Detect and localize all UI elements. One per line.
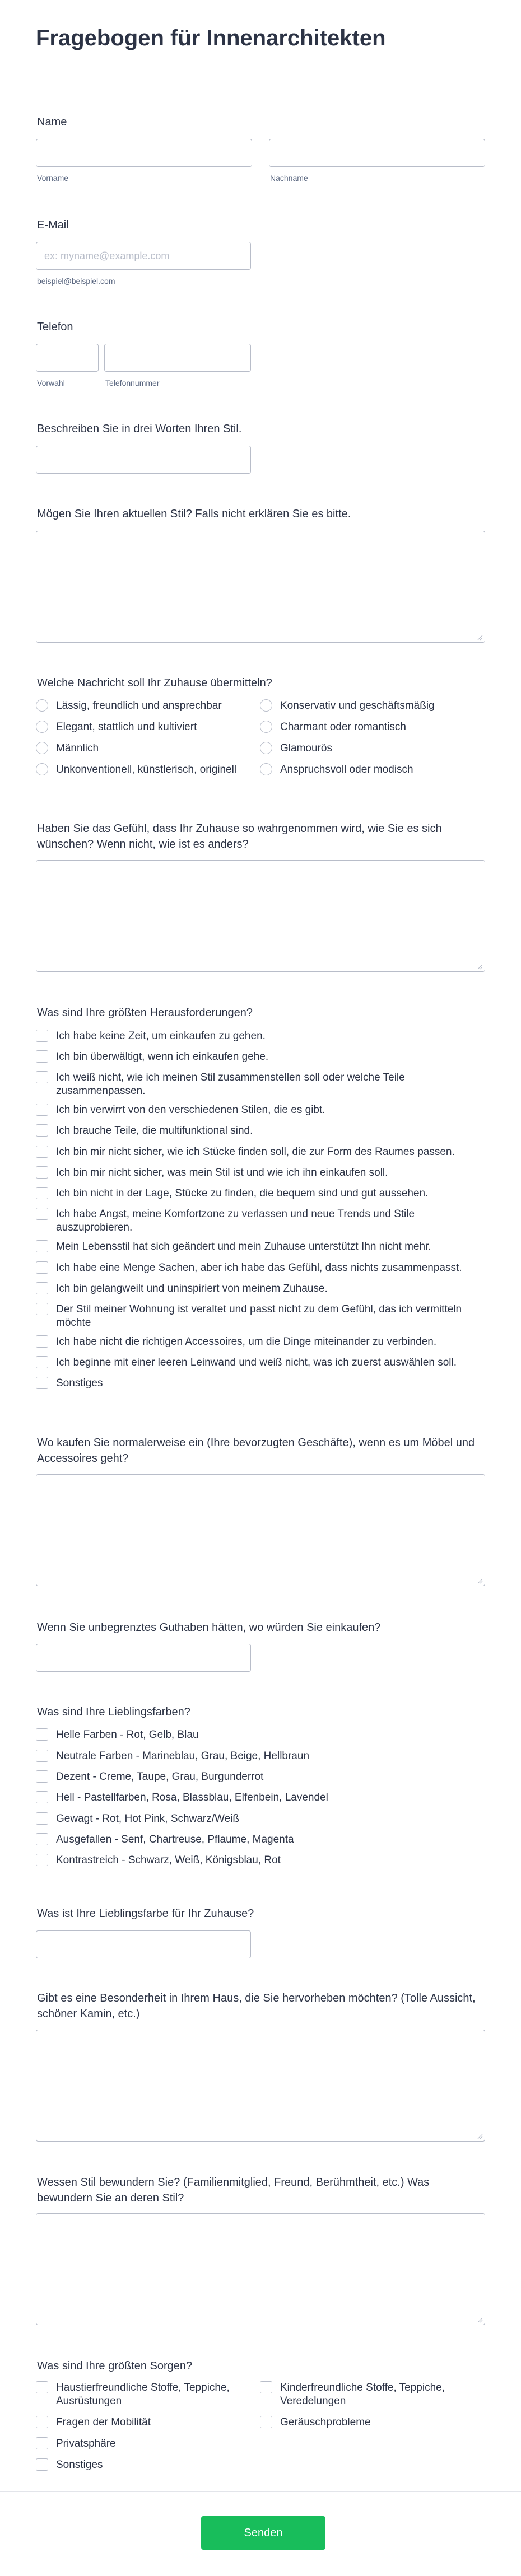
feature-input[interactable]	[36, 2030, 485, 2141]
checkbox-box[interactable]	[36, 1071, 48, 1083]
checkbox-box[interactable]	[36, 1335, 48, 1348]
first-name-sublabel: Vorname	[37, 174, 69, 183]
checkbox-option[interactable]	[260, 2416, 371, 2429]
checkbox-option[interactable]	[36, 1812, 239, 1826]
checkbox-box[interactable]	[36, 1124, 48, 1137]
radio-option[interactable]	[36, 742, 99, 755]
style-words-label: Beschreiben Sie in drei Worten Ihren Stil.	[37, 423, 242, 435]
style-words-input[interactable]	[36, 446, 250, 473]
first-name-field[interactable]	[36, 139, 252, 167]
footer-divider	[0, 2491, 521, 2492]
checkbox-option-label: Ich bin gelangweilt und uninspiriert von meinem Zuhause.	[56, 1283, 328, 1294]
checkbox-option-label: Ich bin verwirrt von den verschiedenen Stilen, die es gibt.	[56, 1104, 325, 1116]
resize-grip-icon[interactable]	[476, 2316, 483, 2323]
admire-label: Wessen Stil bewundern Sie? (Familienmitglied, Freund, Berühmtheit, etc.) Was bewundern Sie an deren Stil?	[37, 2176, 430, 2204]
checkbox-option-label: Ich habe eine Menge Sachen, aber ich habe das Gefühl, dass nichts zusammenpasst.	[56, 1262, 462, 1274]
resize-grip-icon[interactable]	[476, 2133, 483, 2139]
radio-option[interactable]	[260, 742, 332, 755]
checkbox-option[interactable]	[36, 1104, 495, 1117]
radio-option-label: Konservativ und geschäftsmäßig	[280, 700, 435, 712]
radio-option[interactable]	[260, 721, 406, 734]
form-header	[0, 0, 521, 87]
checkbox-option[interactable]	[36, 1750, 309, 1763]
checkbox-option-label: Ich habe nicht die richtigen Accessoires, um die Dinge miteinander zu verbinden.	[56, 1336, 437, 1348]
shopping-textarea[interactable]	[36, 1474, 485, 1586]
message-label: Welche Nachricht soll Ihr Zuhause übermitteln?	[37, 677, 272, 689]
checkbox-box[interactable]	[36, 1303, 48, 1315]
email-field[interactable]	[36, 242, 251, 270]
checkbox-option[interactable]	[36, 1240, 495, 1254]
checkbox-option[interactable]	[36, 2437, 116, 2451]
first-name-input[interactable]	[36, 139, 252, 166]
last-name-field[interactable]	[269, 139, 485, 167]
name-label: Name	[37, 116, 67, 128]
phone-number-sublabel: Telefonnummer	[105, 378, 160, 387]
checkbox-box[interactable]	[36, 1166, 48, 1179]
radio-option-label: Anspruchsvoll oder modisch	[280, 764, 413, 775]
checkbox-box[interactable]	[36, 1770, 48, 1783]
checkbox-option-label: Der Stil meiner Wohnung ist veraltet und passt nicht zu dem Gefühl, das ich vermitteln möchte	[56, 1303, 462, 1329]
unlimited-input[interactable]	[36, 1644, 250, 1671]
challenges-label: Was sind Ihre größten Herausforderungen?	[37, 1007, 253, 1019]
phone-area-sublabel: Vorwahl	[37, 378, 65, 387]
checkbox-box[interactable]	[36, 1750, 48, 1762]
checkbox-option[interactable]	[36, 1166, 495, 1180]
like-style-input[interactable]	[36, 531, 485, 642]
checkbox-option-label: Sonstiges	[56, 1377, 103, 1389]
perceived-input[interactable]	[36, 861, 485, 971]
checkbox-option[interactable]	[36, 1335, 495, 1349]
unlimited-field[interactable]	[36, 1644, 251, 1672]
checkbox-option[interactable]	[36, 1854, 281, 1867]
like-style-textarea[interactable]	[36, 531, 485, 643]
checkbox-option-label: Ich bin mir nicht sicher, wie ich Stücke finden soll, die zur Form des Raumes passen.	[56, 1146, 455, 1158]
phone-number-field[interactable]	[104, 344, 251, 372]
radio-circle[interactable]	[36, 763, 48, 775]
checkbox-box[interactable]	[36, 1187, 48, 1199]
checkbox-box[interactable]	[36, 1240, 48, 1252]
radio-circle[interactable]	[36, 699, 48, 712]
checkbox-option[interactable]	[36, 1050, 495, 1064]
unlimited-label: Wenn Sie unbegrenztes Guthaben hätten, wo würden Sie einkaufen?	[37, 1621, 381, 1634]
checkbox-option-label: Ich weiß nicht, wie ich meinen Stil zusammenstellen soll oder welche Teile zusammenpassen.	[56, 1072, 405, 1097]
feature-textarea[interactable]	[36, 2030, 485, 2142]
checkbox-option-label: Privatsphäre	[56, 2438, 116, 2449]
phone-area-field[interactable]	[36, 344, 99, 372]
checkbox-option-label: Ich bin überwältigt, wenn ich einkaufen gehe.	[56, 1051, 269, 1063]
checkbox-option[interactable]	[36, 1146, 495, 1159]
radio-option[interactable]	[260, 699, 435, 713]
checkbox-option-label: Geräuschprobleme	[280, 2416, 371, 2428]
email-sublabel: beispiel@beispiel.com	[37, 277, 115, 286]
radio-option-label: Glamourös	[280, 742, 332, 754]
fav-colors-label: Was sind Ihre Lieblingsfarben?	[37, 1706, 190, 1718]
checkbox-box[interactable]	[36, 2458, 48, 2471]
checkbox-option-label: Kinderfreundliche Stoffe, Teppiche, Veredelungen	[280, 2382, 445, 2407]
radio-circle[interactable]	[260, 721, 272, 733]
checkbox-option-label: Ich brauche Teile, die multifunktional sind.	[56, 1125, 253, 1137]
checkbox-option-label: Dezent - Creme, Taupe, Grau, Burgunderrot	[56, 1771, 264, 1783]
radio-option-label: Charmant oder romantisch	[280, 721, 406, 733]
checkbox-option[interactable]	[36, 1208, 484, 1235]
checkbox-option[interactable]	[36, 2416, 151, 2429]
checkbox-option-label: Fragen der Mobilität	[56, 2416, 151, 2428]
feature-label: Gibt es eine Besonderheit in Ihrem Haus, die Sie hervorheben möchten? (Tolle Aussicht, schöner Kamin, etc.)	[37, 1992, 476, 2020]
checkbox-box[interactable]	[36, 1728, 48, 1741]
checkbox-option-label: Helle Farben - Rot, Gelb, Blau	[56, 1729, 199, 1741]
radio-option-label: Männlich	[56, 742, 99, 754]
checkbox-option-label: Kontrastreich - Schwarz, Weiß, Königsblau, Rot	[56, 1854, 281, 1866]
checkbox-option[interactable]	[36, 1770, 263, 1784]
fav-home-color-input[interactable]	[36, 1931, 250, 1958]
checkbox-box[interactable]	[36, 1030, 48, 1042]
submit-button[interactable]: Senden	[201, 2516, 325, 2550]
radio-option-label: Lässig, freundlich und ansprechbar	[56, 700, 222, 712]
checkbox-option-label: Ich bin mir nicht sicher, was mein Stil ist und wie ich ihn einkaufen soll.	[56, 1167, 388, 1179]
checkbox-option[interactable]	[36, 1282, 495, 1296]
radio-circle[interactable]	[260, 742, 272, 754]
checkbox-option[interactable]	[36, 1833, 294, 1846]
checkbox-box[interactable]	[36, 1282, 48, 1294]
worries-label: Was sind Ihre größten Sorgen?	[37, 2360, 193, 2372]
form-title: Fragebogen für Innenarchitekten	[36, 26, 386, 50]
checkbox-option[interactable]	[36, 1124, 495, 1138]
checkbox-box[interactable]	[36, 1261, 48, 1274]
checkbox-option[interactable]	[36, 1303, 484, 1330]
checkbox-option[interactable]	[36, 1261, 495, 1275]
checkbox-box[interactable]	[36, 1854, 48, 1866]
checkbox-option-label: Sonstiges	[56, 2459, 103, 2471]
last-name-sublabel: Nachname	[270, 174, 308, 183]
checkbox-option-label: Gewagt - Rot, Hot Pink, Schwarz/Weiß	[56, 1813, 239, 1825]
checkbox-option-label: Hell - Pastellfarben, Rosa, Blassblau, Elfenbein, Lavendel	[56, 1792, 328, 1803]
radio-circle[interactable]	[36, 742, 48, 754]
checkbox-box[interactable]	[36, 2416, 48, 2428]
checkbox-box[interactable]	[36, 1791, 48, 1803]
style-words-field[interactable]	[36, 446, 251, 474]
checkbox-option-label: Mein Lebensstil hat sich geändert und mein Zuhause unterstützt Ihn nicht mehr.	[56, 1241, 431, 1252]
checkbox-box[interactable]	[36, 1146, 48, 1158]
phone-label: Telefon	[37, 321, 73, 333]
admire-input[interactable]	[36, 2214, 485, 2325]
checkbox-box[interactable]	[36, 2381, 48, 2393]
perceived-label: Haben Sie das Gefühl, dass Ihr Zuhause so wahrgenommen wird, wie Sie es sich wünschen? Wenn nicht, wie ist es anders?	[37, 822, 442, 850]
checkbox-option[interactable]	[36, 2458, 103, 2472]
radio-option-label: Elegant, stattlich und kultiviert	[56, 721, 197, 733]
resize-grip-icon[interactable]	[476, 963, 483, 970]
resize-grip-icon[interactable]	[476, 634, 483, 641]
radio-circle[interactable]	[260, 699, 272, 712]
checkbox-box[interactable]	[36, 1050, 48, 1063]
radio-option-label: Unkonventionell, künstlerisch, originell	[56, 764, 237, 775]
last-name-input[interactable]	[269, 139, 485, 166]
radio-option[interactable]	[36, 763, 236, 777]
checkbox-option-label: Neutrale Farben - Marineblau, Grau, Beige, Hellbraun	[56, 1750, 310, 1762]
shopping-input[interactable]	[36, 1475, 485, 1586]
checkbox-option-label: Ich beginne mit einer leeren Leinwand und weiß nicht, was ich zuerst auswählen soll.	[56, 1357, 457, 1368]
checkbox-box[interactable]	[36, 2437, 48, 2449]
checkbox-option[interactable]	[36, 2381, 249, 2408]
admire-textarea[interactable]	[36, 2213, 485, 2325]
resize-grip-icon[interactable]	[476, 1577, 483, 1584]
checkbox-option-label: Ich bin nicht in der Lage, Stücke zu finden, die bequem sind und gut aussehen.	[56, 1188, 429, 1199]
checkbox-option-label: Haustierfreundliche Stoffe, Teppiche, Ausrüstungen	[56, 2382, 230, 2407]
radio-option[interactable]	[36, 721, 197, 734]
checkbox-box[interactable]	[36, 1377, 48, 1389]
checkbox-option[interactable]	[36, 1728, 199, 1742]
phone-number-input[interactable]	[105, 344, 250, 371]
checkbox-option-label: Ich habe keine Zeit, um einkaufen zu gehen.	[56, 1030, 266, 1042]
radio-option[interactable]	[36, 699, 222, 713]
checkbox-option-label: Ich habe Angst, meine Komfortzone zu verlassen und neue Trends und Stile auszuprobieren.	[56, 1208, 415, 1233]
shopping-label: Wo kaufen Sie normalerweise ein (Ihre bevorzugten Geschäfte), wenn es um Möbel und Accessoires geht?	[37, 1437, 475, 1465]
checkbox-option[interactable]	[36, 1356, 495, 1369]
perceived-textarea[interactable]	[36, 860, 485, 972]
checkbox-box[interactable]	[36, 1208, 48, 1220]
checkbox-option[interactable]	[36, 1377, 495, 1390]
radio-circle[interactable]	[260, 763, 272, 775]
checkbox-box[interactable]	[260, 2416, 272, 2428]
checkbox-option[interactable]	[36, 1071, 484, 1098]
checkbox-option[interactable]	[36, 1187, 495, 1200]
checkbox-box[interactable]	[36, 1833, 48, 1845]
radio-circle[interactable]	[36, 721, 48, 733]
checkbox-box[interactable]	[36, 1104, 48, 1116]
fav-home-color-label: Was ist Ihre Lieblingsfarbe für Ihr Zuhause?	[37, 1908, 254, 1920]
checkbox-option[interactable]	[260, 2381, 484, 2408]
checkbox-option[interactable]	[36, 1030, 495, 1043]
checkbox-option[interactable]	[36, 1791, 328, 1804]
email-label: E-Mail	[37, 219, 69, 231]
checkbox-option-label: Ausgefallen - Senf, Chartreuse, Pflaume, Magenta	[56, 1834, 294, 1845]
checkbox-box[interactable]	[36, 1812, 48, 1825]
checkbox-box[interactable]	[260, 2381, 272, 2393]
email-input[interactable]	[36, 242, 250, 269]
checkbox-box[interactable]	[36, 1356, 48, 1368]
phone-area-input[interactable]	[36, 344, 98, 371]
like-style-label: Mögen Sie Ihren aktuellen Stil? Falls nicht erklären Sie es bitte.	[37, 508, 351, 520]
fav-home-color-field[interactable]	[36, 1930, 251, 1958]
radio-option[interactable]	[260, 763, 413, 777]
